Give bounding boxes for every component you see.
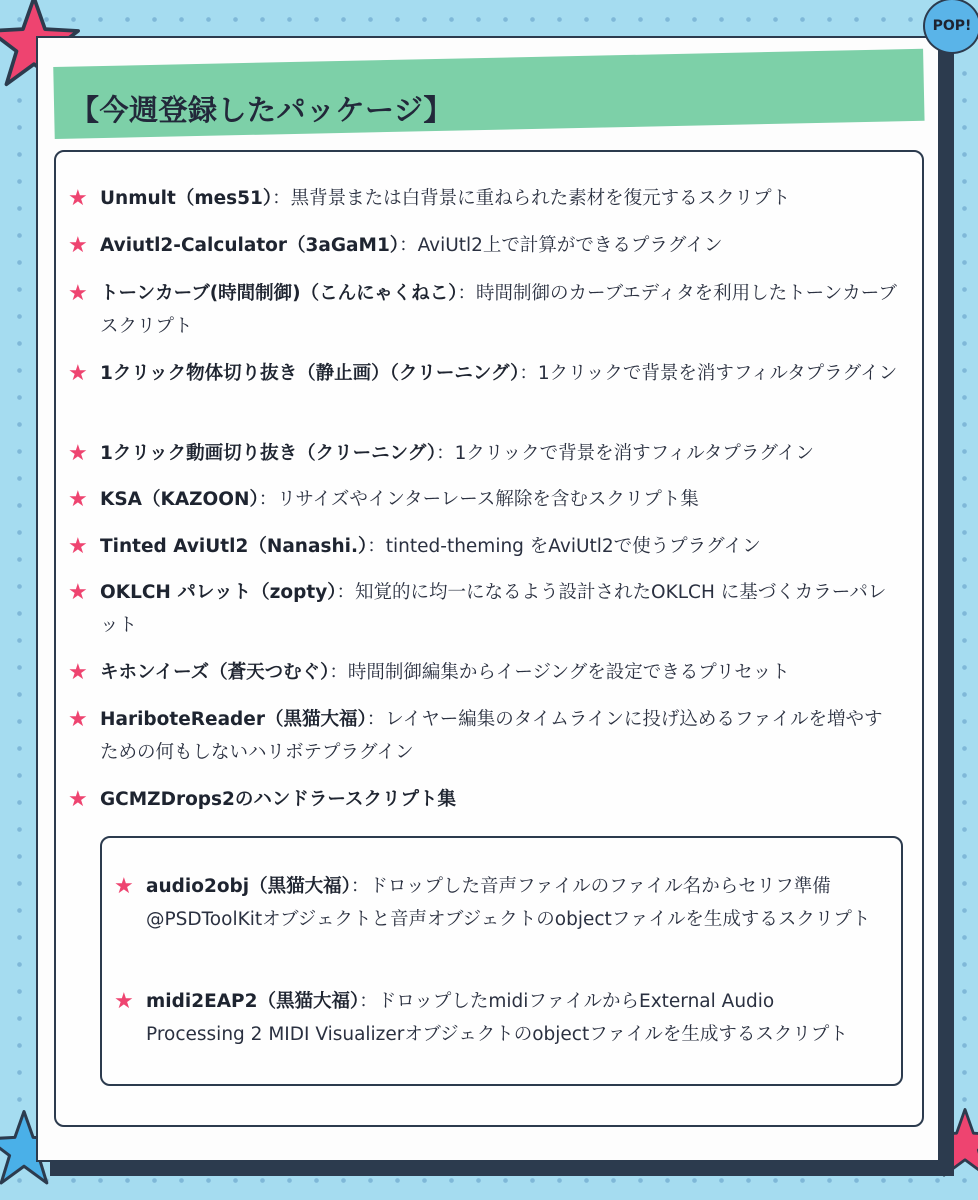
package-name: キホンイーズ（蒼天つむぐ） xyxy=(100,662,330,683)
star-bullet-icon: ★ xyxy=(68,361,88,386)
star-bullet-icon: ★ xyxy=(68,580,88,605)
package-description: ：tinted-theming をAviUtl2で使うプラグイン xyxy=(367,536,761,557)
star-bullet-icon: ★ xyxy=(68,233,88,258)
package-description: ：ドロップした音声ファイルのファイル名からセリフ準備@PSDToolKitオブジェクトと音声オブジェクトのobjectファイルを生成するスクリプト xyxy=(146,876,871,930)
package-name: HariboteReader（黒猫大福） xyxy=(100,709,367,730)
package-description: ：時間制御編集からイージングを設定できるプリセット xyxy=(329,662,790,683)
package-name: OKLCH パレット（zopty） xyxy=(100,582,337,603)
package-description: ：黒背景または白背景に重ねられた素材を復元するスクリプト xyxy=(272,188,791,209)
package-description: ：ドロップしたmidiファイルからExternal Audio Processing 2 MIDI Visualizerオブジェクトのobjectファイルを生成するスクリプト xyxy=(146,991,848,1045)
list-item xyxy=(68,703,898,769)
list-item xyxy=(68,277,898,343)
package-description: ：知覚的に均一になるよう設計されたOKLCH に基づくカラーパレット xyxy=(100,582,887,636)
star-bullet-icon: ★ xyxy=(114,989,134,1014)
star-bullet-icon: ★ xyxy=(68,534,88,559)
pop-badge xyxy=(923,0,978,54)
sub-list-item xyxy=(114,870,874,936)
star-bullet-icon: ★ xyxy=(68,186,88,211)
star-bullet-icon: ★ xyxy=(114,874,134,899)
package-name: 1クリック物体切り抜き（静止画）（クリーニング） xyxy=(100,363,520,384)
package-description: ：リサイズやインターレース解除を含むスクリプト集 xyxy=(258,489,699,510)
list-item xyxy=(68,530,898,563)
package-name: audio2obj（黒猫大福） xyxy=(146,876,351,897)
sub-list-item xyxy=(114,985,874,1051)
page-title: 【今週登録したパッケージ】 xyxy=(70,93,453,127)
package-name: midi2EAP2（黒猫大福） xyxy=(146,991,360,1012)
star-bullet-icon: ★ xyxy=(68,707,88,732)
package-name: Aviutl2-Calculator（3aGaM1） xyxy=(100,235,400,256)
star-bullet-icon: ★ xyxy=(68,787,88,812)
package-description: ：AviUtl2上で計算ができるプラグイン xyxy=(399,235,723,256)
list-item xyxy=(68,229,898,262)
star-bullet-icon: ★ xyxy=(68,660,88,685)
package-description: ：レイヤー編集のタイムラインに投げ込めるファイルを増やすための何もしないハリボテプラグイン xyxy=(100,709,883,763)
star-bullet-icon: ★ xyxy=(68,441,88,466)
pop-badge-label: POP! xyxy=(932,18,972,34)
package-name: Unmult（mes51） xyxy=(100,188,273,209)
package-description: ：1クリックで背景を消すフィルタプラグイン xyxy=(519,363,898,384)
list-item xyxy=(68,357,898,390)
star-bullet-icon: ★ xyxy=(68,281,88,306)
package-name: Tinted AviUtl2（Nanashi.） xyxy=(100,536,368,557)
package-description: ：1クリックで背景を消すフィルタプラグイン xyxy=(436,443,814,464)
package-name: KSA（KAZOON） xyxy=(100,489,259,510)
star-bullet-icon: ★ xyxy=(68,487,88,512)
list-item xyxy=(68,576,898,642)
list-item xyxy=(68,783,898,816)
list-item xyxy=(68,437,898,470)
package-name: GCMZDrops2のハンドラースクリプト集 xyxy=(100,789,456,810)
package-name: 1クリック動画切り抜き（クリーニング） xyxy=(100,443,437,464)
list-item xyxy=(68,656,898,689)
package-name: トーンカーブ(時間制御)（こんにゃくねこ） xyxy=(100,283,458,304)
package-description: ：時間制御のカーブエディタを利用したトーンカーブスクリプト xyxy=(100,283,897,337)
list-item xyxy=(68,483,898,516)
list-item xyxy=(68,182,898,215)
